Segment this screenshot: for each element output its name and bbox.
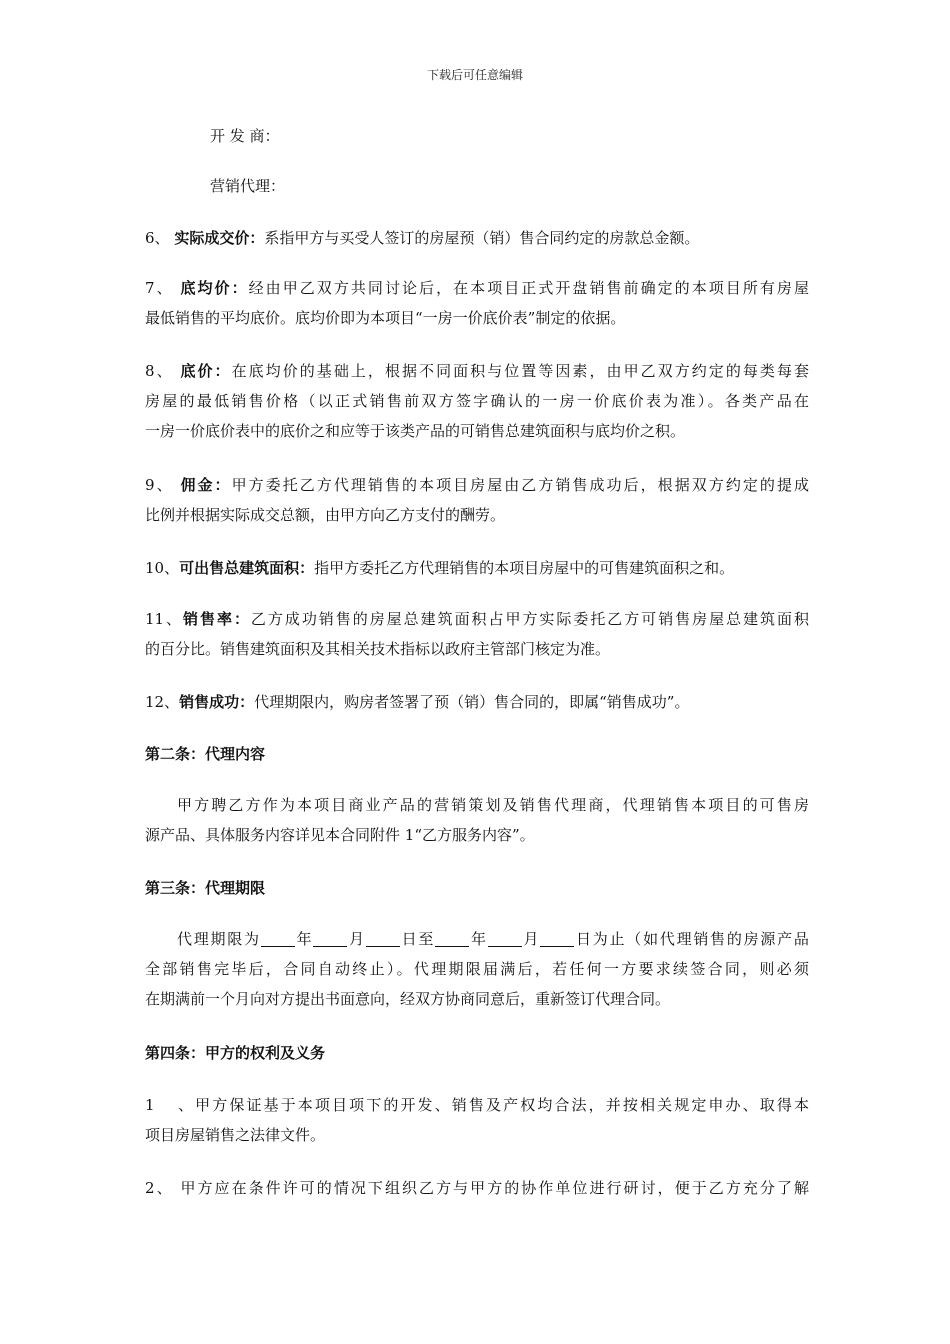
article-3-heading: 第三条：代理期限 <box>145 879 266 897</box>
definition-8 <box>145 356 809 446</box>
paragraph-line <box>145 924 809 954</box>
item-number: 7、 <box>145 279 174 297</box>
item-number: 9、 <box>145 476 174 494</box>
item-number: 2、 <box>145 1179 174 1197</box>
term: 实际成交价： <box>174 229 265 247</box>
page-header: 下载后可任意编辑 <box>426 68 523 82</box>
definition-text: 最低销售的平均底价。底均价即为本项目“一房一价底价表”制定的依据。 <box>145 309 626 327</box>
paragraph-line: 源产品、具体服务内容详见本合同附件 1“乙方服务内容”。 <box>145 826 535 844</box>
paragraph-line: 全部销售完毕后，合同自动终止）。代理期限届满后，若任何一方要求续签合同，则必须 <box>145 960 809 978</box>
item-number: 6、 <box>145 229 170 247</box>
paragraph-line: 在期满前一个月向对方提出书面意向，经双方协商同意后，重新签订代理合同。 <box>145 990 671 1008</box>
definition-text: 一房一价底价表中的底价之和应等于该类产品的可销售总建筑面积与底均价之积。 <box>145 422 686 440</box>
definition-text: 系指甲方与买受人签订的房屋预（销）售合同约定的房款总金额。 <box>264 229 700 247</box>
term: 底价： <box>180 362 232 380</box>
definition-11 <box>145 604 809 664</box>
text-fragment: 日为止（如代理销售的房源产品 <box>574 930 809 948</box>
definition-text: 在底均价的基础上，根据不同面积与位置等因素，由甲乙双方约定的每类每套 <box>231 362 809 380</box>
paragraph-line: 甲方保证基于本项目项下的开发、销售及产权均合法，并按相关规定申办、取得本 <box>193 1096 809 1114</box>
developer-label: 开 发 商： <box>210 127 280 145</box>
article-4-heading: 第四条：甲方的权利及义务 <box>145 1044 326 1062</box>
term: 销售成功： <box>179 693 255 711</box>
definition-text: 的百分比。销售建筑面积及其相关技术指标以政府主管部门核定为准。 <box>145 640 611 658</box>
agent-label: 营销代理： <box>210 177 286 195</box>
paragraph-line: 项目房屋销售之法律文件。 <box>145 1126 326 1144</box>
blank-field <box>540 928 574 947</box>
blank-field <box>313 928 347 947</box>
term: 销售率： <box>183 610 251 628</box>
text-fragment: 年 <box>294 930 314 948</box>
paragraph-line: 甲方聘乙方作为本项目商业产品的营销策划及销售代理商，代理销售本项目的可售房 <box>177 796 809 814</box>
article-4-item-1 <box>145 1090 809 1150</box>
item-number: 10、 <box>145 559 180 577</box>
definition-text: 比例并根据实际成交总额，由甲方向乙方支付的酬劳。 <box>145 506 506 524</box>
item-number: 1、 <box>145 1096 193 1114</box>
definition-9 <box>145 470 809 530</box>
definition-text: 房屋的最低销售价格（以正式销售前双方签字确认的一房一价底价表为准）。各类产品在 <box>145 392 809 410</box>
definition-text: 指甲方委托乙方代理销售的本项目房屋中的可售建筑面积之和。 <box>314 559 735 577</box>
text-fragment: 日至 <box>399 930 436 948</box>
article-4-item-2 <box>145 1173 809 1203</box>
blank-field <box>435 928 469 947</box>
text-fragment: 代理期限为 <box>177 930 261 948</box>
definition-text: 甲方委托乙方代理销售的本项目房屋由乙方销售成功后，根据双方约定的提成 <box>231 476 809 494</box>
blank-field <box>366 928 400 947</box>
blank-field <box>488 928 522 947</box>
article-3-body <box>145 924 809 1014</box>
blank-field <box>261 928 295 947</box>
text-fragment: 月 <box>347 930 366 948</box>
term: 可出售总建筑面积： <box>179 559 315 577</box>
paragraph-line: 甲方应在条件许可的情况下组织乙方与甲方的协作单位进行研讨，便于乙方充分了解 <box>180 1179 809 1197</box>
definition-text: 代理期限内，购房者签署了预（销）售合同的，即属“销售成功”。 <box>254 693 690 711</box>
item-number: 11、 <box>145 610 184 628</box>
definition-12 <box>145 687 809 717</box>
definition-6 <box>145 223 809 253</box>
definition-text: 乙方成功销售的房屋总建筑面积占甲方实际委托乙方可销售房屋总建筑面积 <box>250 610 809 628</box>
definition-10 <box>145 553 809 583</box>
definition-text: 经由甲乙双方共同讨论后，在本项目正式开盘销售前确定的本项目所有房屋 <box>248 279 809 297</box>
term: 底均价： <box>180 279 249 297</box>
definition-7 <box>145 273 809 333</box>
article-2-body <box>145 790 809 850</box>
item-number: 8、 <box>145 362 174 380</box>
item-number: 12、 <box>145 693 180 711</box>
text-fragment: 月 <box>521 930 541 948</box>
article-2-heading: 第二条：代理内容 <box>145 745 266 763</box>
text-fragment: 年 <box>469 930 488 948</box>
term: 佣金： <box>180 476 232 494</box>
